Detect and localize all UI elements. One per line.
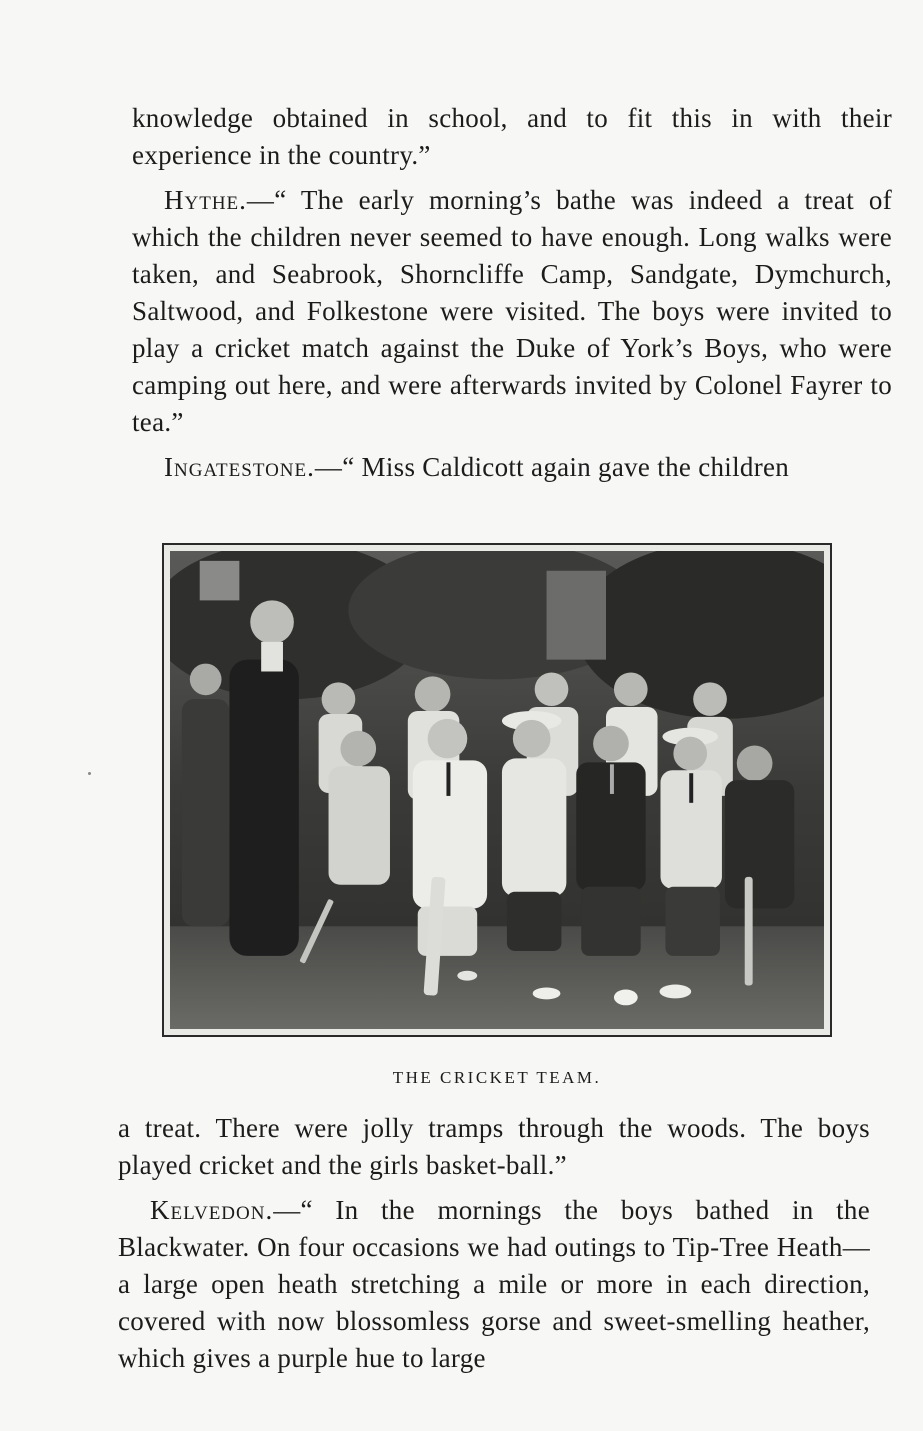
paragraph-ingatestone [132, 449, 892, 486]
paragraph-kelvedon-body: —“ In the mornings the boys bathed in the Blackwater. On four occasions we had outings to Tip-Tree Heath—a large open heath stretching a mile or more in each direction, covered with now blossomless gorse and sweet-smelling heather, which gives a purple hue to large [118, 1195, 870, 1373]
top-text-block [132, 100, 892, 486]
place-heading-ingatestone: Ingatestone. [164, 452, 315, 482]
paper-speck [88, 772, 91, 775]
paragraph-hythe [132, 182, 892, 441]
place-heading-hythe: Hythe. [164, 185, 247, 215]
photo-image [170, 551, 824, 1029]
paragraph-ingatestone-body: —“ Miss Caldicott again gave the children [314, 452, 790, 482]
paragraph-hythe-body: —“ The early morning’s bathe was indeed a treat of which the children never seemed to have enough. Long walks were taken, and Seabrook, Shorncliffe Camp, Sandgate, Dymchurch, Saltwood, and Folkestone were visited. The boys were invited to play a cricket match against the Duke of York’s Boys, who were camping out here, and were afterwards invited by Colonel Fayrer to tea.” [132, 185, 892, 437]
paragraph-ingatestone-continued: a treat. There were jolly tramps through the woods. The boys played cricket and the girls basket-ball.” [118, 1113, 870, 1180]
photo-caption: THE CRICKET TEAM. [392, 1068, 602, 1087]
place-heading-kelvedon: Kelvedon. [150, 1195, 274, 1225]
paragraph-continuation: knowledge obtained in school, and to fit this in with their experience in the country.” [132, 103, 892, 170]
paragraph-kelvedon [118, 1192, 870, 1377]
cricket-team-photo [162, 543, 832, 1037]
bottom-text-block [118, 1110, 870, 1377]
